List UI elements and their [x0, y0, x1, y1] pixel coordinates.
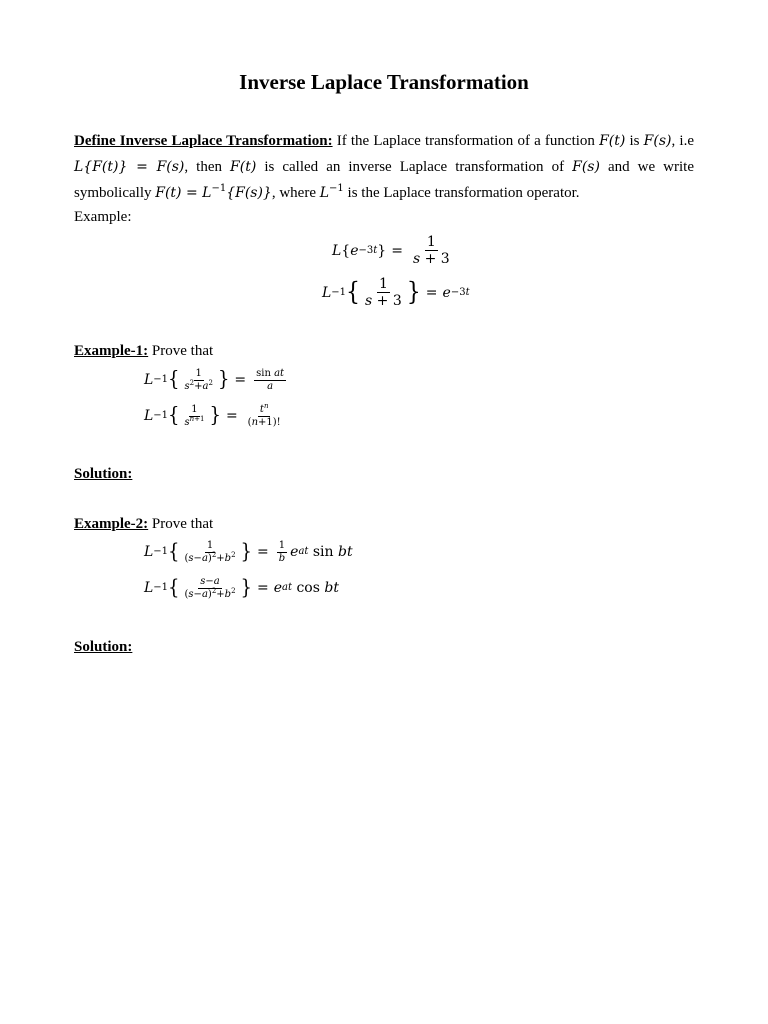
math-Fs: F(s) — [572, 159, 600, 175]
equation-laplace-example: L { e −3t } = $\frac{1}{s + 3}$ — [332, 234, 450, 268]
definition-text: is the Laplace transformation operator. — [343, 185, 580, 201]
definition-text: and we write symbolically — [74, 159, 694, 201]
math-Ft: F(t) — [230, 159, 257, 175]
math-sup: −1 — [329, 183, 344, 194]
equation-ex1-sin: L −1 { $\frac{1}{s^2+a^2}$ } = $\frac{\text{sin at}}{a}$ — [144, 367, 285, 392]
example1-heading: Example-1: — [74, 343, 149, 359]
example2-label — [74, 516, 213, 533]
example1-text: Prove that — [148, 343, 214, 359]
math-Fs: F(s) — [643, 133, 672, 149]
math-operator: L — [319, 185, 330, 201]
example1-label — [74, 343, 213, 360]
example2-heading: Example-2: — [74, 516, 149, 532]
equation-ex2-cos: L −1 { $\frac{s-a}{(s-a)^2+b^2}$ } = e at cos bt — [144, 575, 339, 600]
equation-inverse-example: L −1 { $\frac{1}{s + 3}$ } = e −3t — [322, 276, 470, 310]
definition-text: is — [625, 133, 644, 149]
example2-text: Prove that — [148, 516, 214, 532]
definition-text: , where — [271, 185, 320, 201]
page-title: Inverse Laplace Transformation — [239, 70, 529, 94]
math-sup: −1 — [211, 183, 227, 194]
solution2-label: Solution: — [74, 639, 133, 655]
definition-paragraph — [74, 128, 694, 206]
definition-text: is called an inverse Laplace transformation of — [256, 159, 573, 175]
example-label: Example: — [74, 209, 132, 225]
definition-text: If the Laplace transformation of a function — [332, 133, 600, 149]
math-Ft: F(t) — [599, 133, 626, 149]
definition-heading: Define Inverse Laplace Transformation: — [74, 133, 333, 149]
math-inverse: F(t) = L — [155, 185, 212, 201]
equation-ex2-sin: L −1 { $\frac{1}{(s-a)^2+b^2}$ } = $\frac{1}{b}$ e at sin bt — [144, 539, 353, 564]
definition-text: , then — [184, 159, 231, 175]
math-inverse: {F(s)} — [226, 185, 272, 201]
math-LFt: L{F(t)} = F(s) — [74, 159, 185, 175]
equation-ex1-power: L −1 { $\frac{1}{s^{n+1}}$ } = $\frac{t^n}{(n+1)!}$ — [144, 402, 281, 428]
definition-text: , i.e — [671, 133, 694, 149]
solution1-label: Solution: — [74, 466, 133, 482]
